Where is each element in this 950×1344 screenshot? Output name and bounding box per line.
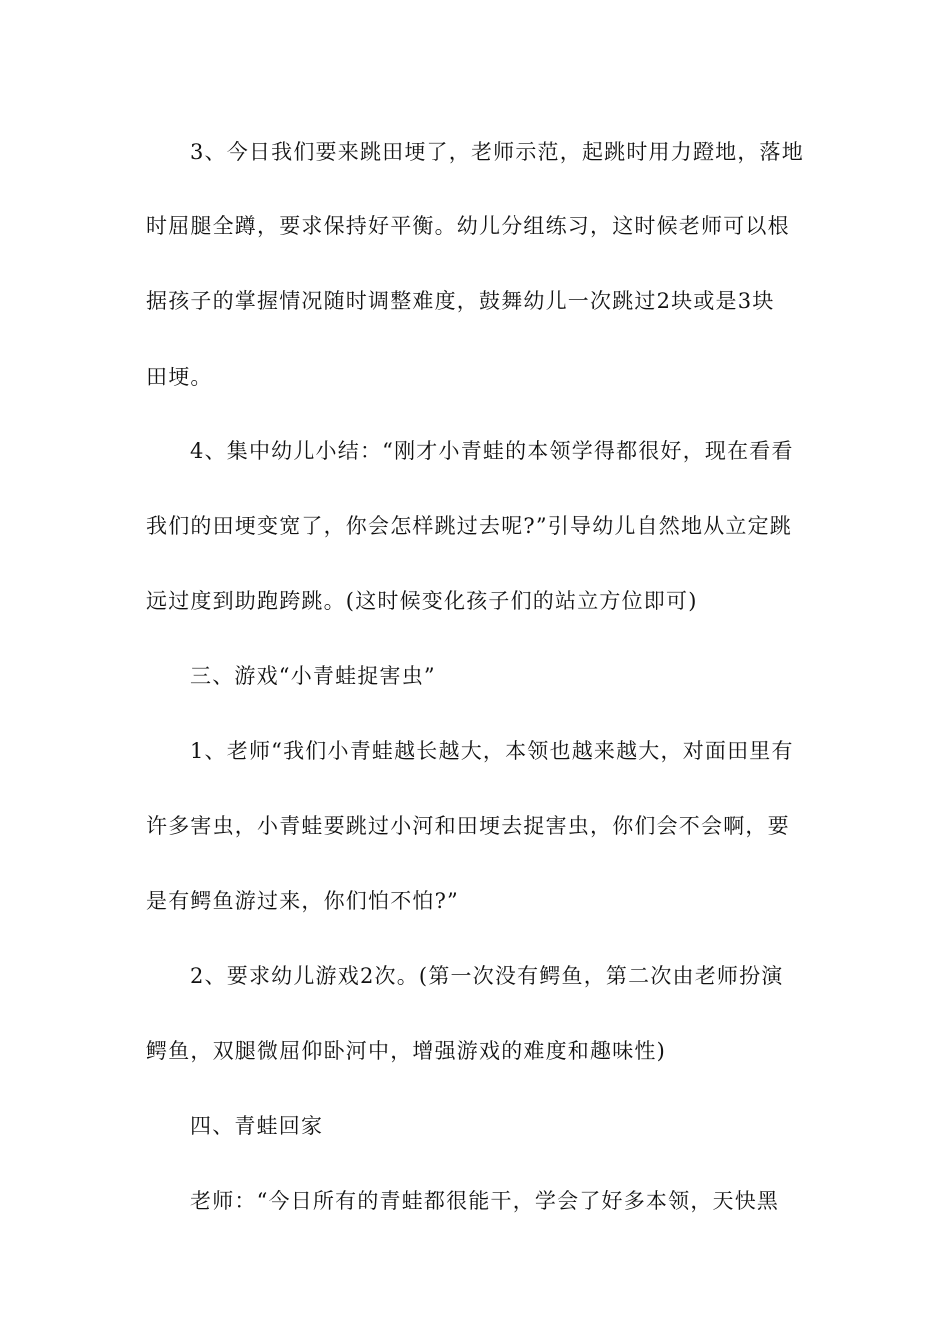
text-line: 是有鳄鱼游过来，你们怕不怕?” <box>146 889 459 913</box>
section-heading-game: 三、游戏“小青蛙捉害虫” <box>190 664 436 688</box>
text-line: 许多害虫，小青蛙要跳过小河和田埂去捉害虫，你们会不会啊，要 <box>146 814 790 838</box>
text-line: 田埂。 <box>146 365 213 389</box>
text-line: 2、要求幼儿游戏2次。(第一次没有鳄鱼，第二次由老师扮演 <box>190 964 784 988</box>
text-line: 我们的田埂变宽了，你会怎样跳过去呢?”引导幼儿自然地从立定跳 <box>146 514 792 538</box>
text-line: 4、集中幼儿小结：“刚才小青蛙的本领学得都很好，现在看看 <box>190 439 794 463</box>
text-line: 3、今日我们要来跳田埂了，老师示范，起跳时用力蹬地，落地 <box>190 140 804 164</box>
text-line: 时屈腿全蹲，要求保持好平衡。幼儿分组练习，这时候老师可以根 <box>146 214 790 238</box>
text-line: 老师：“今日所有的青蛙都很能干，学会了好多本领，天快黑 <box>190 1189 780 1213</box>
text-line: 1、老师“我们小青蛙越长越大，本领也越来越大，对面田里有 <box>190 739 794 763</box>
section-heading-go-home: 四、青蛙回家 <box>190 1114 324 1138</box>
text-line: 远过度到助跑跨跳。(这时候变化孩子们的站立方位即可) <box>146 589 698 613</box>
text-line: 鳄鱼，双腿微屈仰卧河中，增强游戏的难度和趣味性) <box>146 1039 666 1063</box>
text-line: 据孩子的掌握情况随时调整难度，鼓舞幼儿一次跳过2块或是3块 <box>146 289 775 313</box>
